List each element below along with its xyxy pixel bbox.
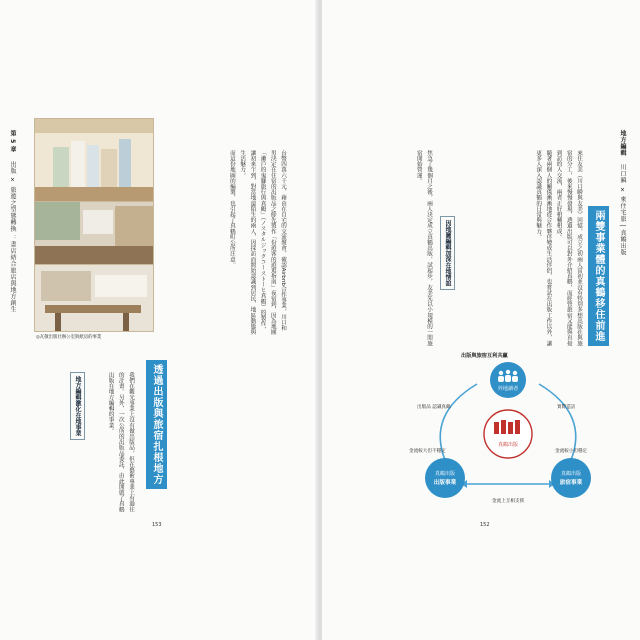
- left-node-line2: 出版事業: [433, 480, 457, 486]
- right-running-head: [618, 130, 627, 256]
- section-title: 兩雙事業體的真鶴移住前進: [588, 206, 609, 346]
- center-node-label: 真鶴出版: [497, 442, 519, 448]
- right-node-circle: [551, 458, 591, 498]
- left-body-bottom: [40, 372, 136, 516]
- label-bottom: 金流上互相支援: [491, 499, 525, 504]
- diagram-title: 出版與旅宿互利共贏: [461, 353, 508, 359]
- running-title: 川口瞬 × 來住宅旅 | 真鶴出版: [619, 164, 626, 256]
- paragraph: 隨著兩個人的關係漸漸地從合作夥伴變成生活伴侶，也嘗試在出版工作以外，讓更多人深入認識真鶴的日常與魅力。: [535, 150, 552, 346]
- right-node-line1: 真鶴出版: [560, 471, 582, 477]
- right-node-line2: 旅宿事業: [559, 480, 583, 486]
- page-number: 152: [480, 522, 490, 528]
- sub-heading: 因地圖編輯加深在地情誼: [440, 216, 455, 290]
- exchange-diagram: [407, 356, 609, 510]
- label-top-right: 實際造訪: [557, 405, 576, 410]
- right-page: [322, 0, 640, 640]
- page-number: 153: [152, 522, 162, 528]
- photo-office: [34, 264, 154, 332]
- photo-caption: ◎瓦敬出版社辦公室與紙房的事業: [36, 335, 102, 340]
- left-node-line1: 真鶴出版: [434, 471, 456, 477]
- right-body-top: [456, 150, 584, 346]
- top-node-label: 外地讀者: [497, 386, 519, 392]
- left-node-circle: [425, 458, 465, 498]
- left-running-head: [8, 130, 17, 313]
- label-top-left: 出版品 認識真鶴: [417, 405, 451, 410]
- paragraph: 而這份地圖的編製，也引起了真鶴町公所注意。: [228, 150, 235, 268]
- left-page: [0, 0, 319, 640]
- chapter-tag: 第 5 章: [9, 130, 16, 153]
- right-body-mid: [358, 150, 434, 346]
- section-title: 透過出版與旅宿扎根地方: [146, 360, 167, 489]
- left-body-top: [176, 150, 288, 335]
- paragraph: 台幣四萬六千元，藉由在自宅的交流聚會，確認Airbnb合作事業，川口和男決定在住宿的出版品之餘先製作「份遊客的遊逛指南」夜宿到，因為地圖「瀨戶的鬼腳旅行與真鶴」（ノスタルジックコーストーヒ真鶴）的製作，讓初來乍到，對當地還陌生的兩人，因採訪而開始認識到居民，地區動態與生活魅力。: [239, 150, 286, 335]
- photo-shelf: [34, 118, 154, 202]
- photo-room: [34, 201, 154, 265]
- paragraph: 來住友美（川口瞬與友美）回憶，成立之初兩人當初並沒有特別多想出版社與旅宿的分工，後來慢慢發現，透過出版可以對外介紹真鶴，而經營旅宿又能與直接到訪的人交流，兩者正好相輔相成。: [555, 150, 582, 346]
- label-mid-right: 金流較小但穩定: [555, 449, 588, 454]
- chapter-tag: 地方編輯: [619, 130, 626, 156]
- paragraph: 我們在觀光事業上沒有做出版品，但在藝術專業上有過往的計畫。另外，一次公所的出版品委託，由此開啟了真鶴出版在地方編輯的事業。: [107, 372, 134, 512]
- paragraph: 焦急了幾個月之後，兩人決定成立真鶴出版，試起步，友美先以小規模的一間旅宿開始營運。: [415, 150, 432, 346]
- running-title: 出版 × 旅遊之型態轉換 ：書店結合旅店與地方創生: [9, 161, 16, 313]
- sub-heading: 地方編輯激化在地事業: [70, 372, 85, 440]
- label-mid-left: 金流較大但不穩定: [409, 449, 446, 454]
